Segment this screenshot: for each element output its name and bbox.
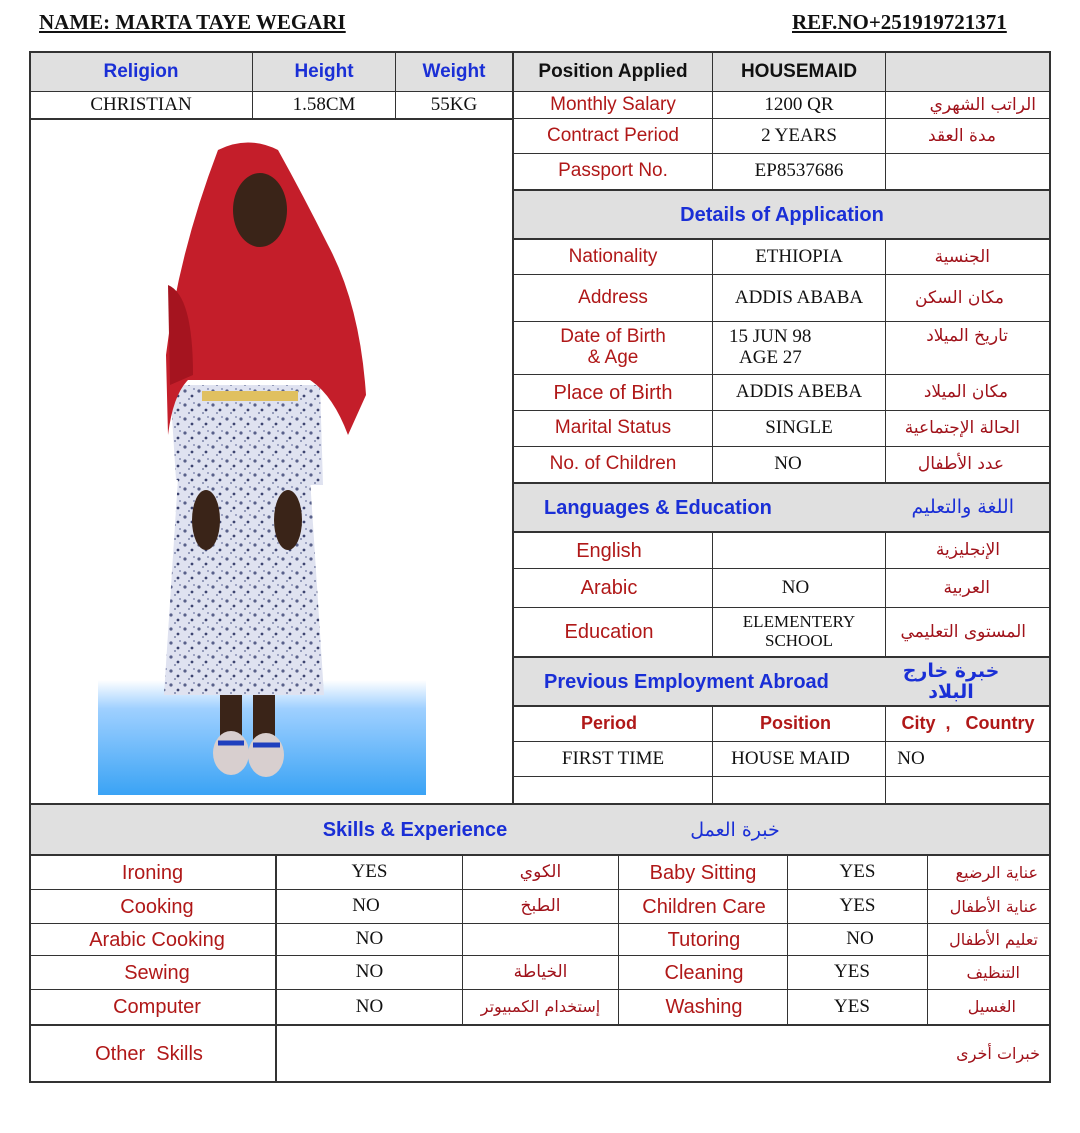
skill-arabic-cooking-label: Arabic Cooking <box>89 928 225 951</box>
children-value: NO <box>774 453 802 475</box>
skill-computer-value: NO <box>355 995 384 1017</box>
skill-baby-sitting-arabic: عناية الرضيع <box>955 862 1038 882</box>
english-value <box>713 533 885 568</box>
children-arabic: عدد الأطفال <box>917 454 1004 475</box>
skill-tutoring-arabic: تعليم الأطفال <box>949 929 1038 949</box>
english-label: English <box>576 539 642 562</box>
skill-tutoring-label: Tutoring <box>667 928 741 951</box>
education-arabic: المستوى التعليمي <box>900 621 1026 642</box>
passport-label: Passport No. <box>558 160 668 182</box>
religion-label: Religion <box>103 60 179 82</box>
dob-value-age: AGE 27 <box>739 347 802 368</box>
position-col-header: Position <box>760 713 831 734</box>
candidate-photo <box>98 135 426 795</box>
monthly-salary-arabic: الراتب الشهري <box>929 94 1036 115</box>
dob-value-date: 15 JUN 98 <box>729 326 812 348</box>
skill-sewing-value: NO <box>355 961 384 983</box>
height-label: Height <box>294 60 354 82</box>
place-of-birth-label: Place of Birth <box>553 381 673 404</box>
employment-period-value: FIRST TIME <box>561 747 665 769</box>
dob-label-line1: Date of Birth <box>560 326 666 348</box>
position-applied-value: HOUSEMAID <box>740 60 858 82</box>
skill-ironing-label: Ironing <box>121 861 184 884</box>
religion-value: CHRISTIAN <box>90 93 192 115</box>
children-label: No. of Children <box>549 453 677 475</box>
english-arabic: الإنجليزية <box>935 540 1000 561</box>
skill-cleaning-arabic: التنظيف <box>966 962 1020 982</box>
skill-sewing-label: Sewing <box>124 961 190 984</box>
address-label: Address <box>578 286 648 308</box>
languages-title: Languages & Education <box>544 496 772 519</box>
other-skills-arabic: خبرات أخرى <box>956 1043 1040 1063</box>
marital-status-arabic: الحالة الإجتماعية <box>904 418 1020 439</box>
employment-title: Previous Employment Abroad <box>544 670 829 693</box>
period-col-header: Period <box>580 713 637 734</box>
skill-cooking-arabic: الطبخ <box>520 896 561 917</box>
skill-children-care-label: Children Care <box>642 895 766 918</box>
contract-period-arabic: مدة العقد <box>928 125 996 146</box>
nationality-value: ETHIOPIA <box>755 245 843 267</box>
skill-cleaning-label: Cleaning <box>664 961 744 984</box>
contract-period-value: 2 YEARS <box>761 124 837 146</box>
position-applied-label: Position Applied <box>538 60 688 82</box>
skill-arabic-cooking-value: NO <box>355 928 384 950</box>
skills-title: Skills & Experience <box>322 819 508 841</box>
skills-title-arabic: خبرة العمل <box>690 818 780 841</box>
marital-status-label: Marital Status <box>554 417 672 439</box>
monthly-salary-value: 1200 QR <box>764 93 834 115</box>
place-of-birth-arabic: مكان الميلاد <box>923 382 1008 403</box>
height-value: 1.58CM <box>292 93 356 115</box>
skill-baby-sitting-value: YES <box>839 861 876 883</box>
skill-cleaning-value: YES <box>834 961 870 983</box>
contract-period-label: Contract Period <box>546 124 679 146</box>
education-value-line1: ELEMENTERY <box>742 612 856 632</box>
education-value <box>713 608 885 656</box>
education-value-line2: SCHOOL <box>764 631 833 650</box>
skill-baby-sitting-label: Baby Sitting <box>649 861 757 884</box>
skill-sewing-arabic: الخياطة <box>513 962 568 983</box>
skill-cooking-label: Cooking <box>120 895 194 918</box>
skills-header-band <box>30 804 1050 854</box>
weight-value: 55KG <box>430 93 478 115</box>
weight-label: Weight <box>422 60 486 82</box>
dob-value <box>713 322 885 374</box>
skill-children-care-arabic: عناية الأطفال <box>949 896 1038 916</box>
skill-washing-value: YES <box>834 995 870 1017</box>
languages-title-arabic: اللغة والتعليم <box>911 496 1014 519</box>
skill-tutoring-value: NO <box>846 928 874 950</box>
skill-ironing-arabic: الكوي <box>519 862 562 883</box>
marital-status-value: SINGLE <box>765 417 833 439</box>
employment-title-arabic: خبرة خارج البلاد <box>902 659 1000 703</box>
skill-washing-label: Washing <box>665 996 743 1018</box>
city-country-col-header: City , Country <box>901 713 1035 734</box>
dob-label-line2: & Age <box>587 347 639 368</box>
employment-city-value: NO <box>897 747 925 769</box>
candidate-name: NAME: MARTA TAYE WEGARI <box>39 10 346 34</box>
education-label: Education <box>564 621 654 643</box>
arabic-value: NO <box>781 576 810 598</box>
address-arabic: مكان السكن <box>915 287 1004 308</box>
nationality-label: Nationality <box>568 245 658 267</box>
skill-arabic-cooking-arabic <box>463 924 618 955</box>
skill-ironing-value: YES <box>351 861 388 883</box>
dob-arabic: تاريخ الميلاد <box>926 325 1008 346</box>
skill-cooking-value: NO <box>352 895 380 917</box>
skill-washing-arabic: الغسيل <box>967 997 1016 1017</box>
monthly-salary-label: Monthly Salary <box>550 93 676 115</box>
skill-computer-label: Computer <box>113 996 201 1018</box>
employment-position-value: HOUSE MAID <box>731 747 850 769</box>
passport-value: EP8537686 <box>754 160 844 182</box>
reference-number: REF.NO+251919721371 <box>792 10 1007 34</box>
details-title: Details of Application <box>680 203 884 226</box>
other-skills-label: Other Skills <box>95 1042 203 1065</box>
nationality-arabic: الجنسية <box>934 246 990 267</box>
skill-children-care-value: YES <box>839 895 876 917</box>
skill-computer-arabic: إستخدام الكمبيوتر <box>480 997 601 1017</box>
arabic-arabic: العربية <box>943 577 990 598</box>
dob-label <box>514 322 712 374</box>
arabic-label: Arabic <box>580 577 638 599</box>
address-value: ADDIS ABABA <box>734 286 864 308</box>
place-of-birth-value: ADDIS ABEBA <box>735 381 863 403</box>
